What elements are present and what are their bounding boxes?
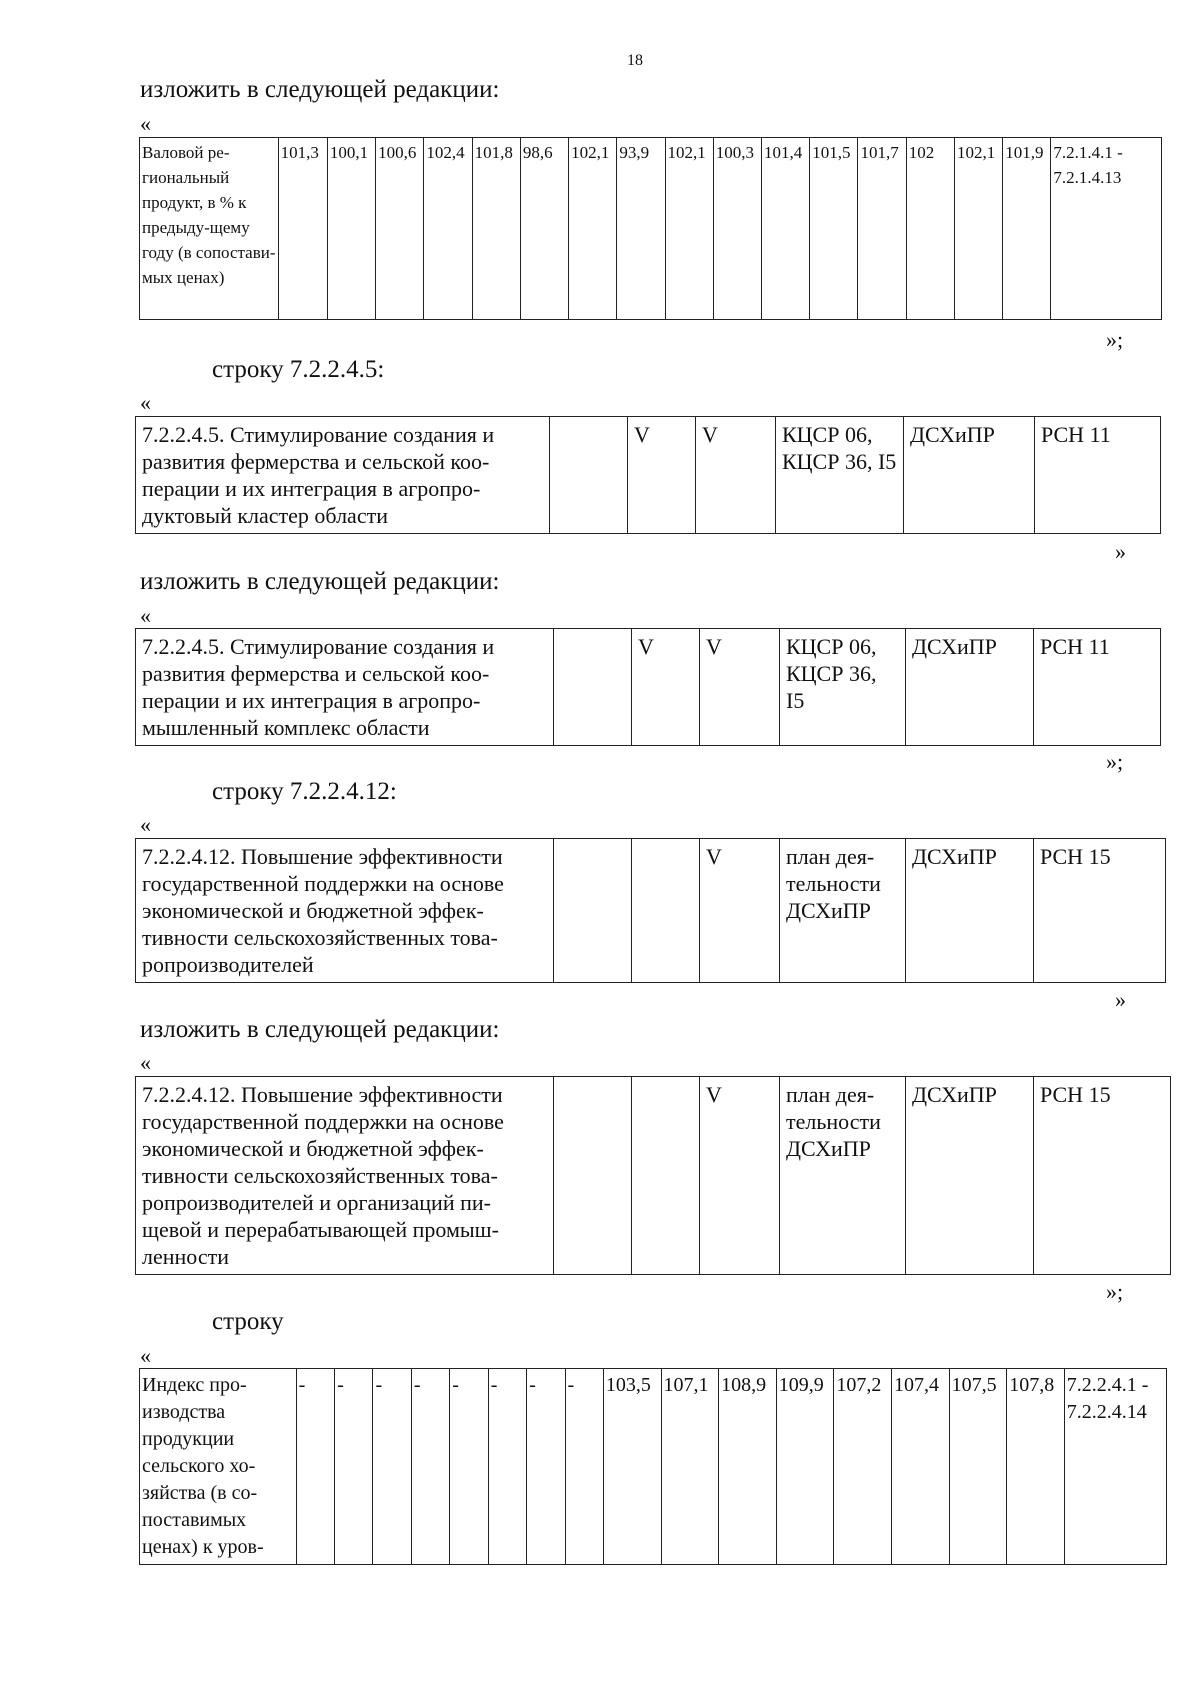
agri-value: 109,9 — [776, 1369, 834, 1565]
agri-value: 107,5 — [949, 1369, 1007, 1565]
close-quote: »; — [1106, 327, 1124, 352]
table-cell: V — [700, 629, 780, 746]
agri-value: - — [296, 1369, 334, 1565]
grp-value: 101,7 — [858, 138, 906, 320]
open-quote: « — [140, 390, 151, 415]
table-cell: КЦСР 06, КЦСР 36, I5 — [780, 629, 906, 746]
open-quote: « — [140, 603, 151, 628]
agri-value: - — [488, 1369, 526, 1565]
agri-value: - — [373, 1369, 411, 1565]
agri-value: 107,4 — [891, 1369, 949, 1565]
grp-value: 93,9 — [617, 138, 665, 320]
agri-ref: 7.2.2.4.1 - 7.2.2.4.14 — [1064, 1369, 1166, 1565]
table-row — [136, 629, 1161, 746]
table-cell: план дея-тельности ДСХиПР — [780, 839, 906, 983]
close-quote: »; — [1106, 749, 1124, 774]
grp-value: 102,1 — [665, 138, 713, 320]
agri-value: 107,8 — [1007, 1369, 1065, 1565]
page-number: 18 — [627, 52, 643, 69]
table-cell — [550, 417, 628, 534]
agri-index-table — [139, 1368, 1167, 1565]
agri-value: 107,1 — [661, 1369, 719, 1565]
agri-value: 107,2 — [834, 1369, 892, 1565]
grp-ref: 7.2.1.4.1 - 7.2.1.4.13 — [1051, 138, 1162, 320]
grp-value: 100,1 — [327, 138, 375, 320]
agri-value: 108,9 — [719, 1369, 777, 1565]
row-7245-old-table — [135, 416, 1161, 534]
close-quote: » — [1115, 539, 1126, 564]
grp-value: 100,3 — [713, 138, 761, 320]
close-quote: »; — [1106, 1279, 1124, 1304]
row-ref-text: строку 7.2.2.4.12: — [212, 778, 397, 805]
row-7245-new-table — [135, 628, 1161, 746]
grp-value: 101,9 — [1003, 138, 1051, 320]
agri-value: 103,5 — [603, 1369, 661, 1565]
agri-label: Индекс про-изводства продукции сельского хо-зяйства (в со-поставимых ценах) к уров- — [140, 1369, 297, 1565]
agri-value: - — [411, 1369, 449, 1565]
table-cell: РСН 15 — [1034, 839, 1166, 983]
open-quote: « — [140, 1343, 151, 1368]
open-quote: « — [140, 812, 151, 837]
table-cell: КЦСР 06, КЦСР 36, I5 — [776, 417, 904, 534]
table-cell — [554, 839, 632, 983]
table-cell: РСН 11 — [1034, 629, 1161, 746]
grp-label: Валовой ре-гиональный продукт, в % к предыду-щему году (в сопостави-мых ценах) — [140, 138, 279, 320]
grp-value: 101,3 — [278, 138, 327, 320]
table-cell: РСН 11 — [1035, 417, 1161, 534]
row-label: 7.2.2.4.12. Повышение эффективности государственной поддержки на основе экономической и бюджетной эффек-тивности сельскохозяйственных това-ропроизводителей и организаций пи-щевой и перерабатывающей промыш-ленности — [136, 1077, 554, 1275]
table-row — [136, 1077, 1171, 1275]
grp-value: 102 — [906, 138, 954, 320]
row-ref-text: строку 7.2.2.4.5: — [212, 356, 385, 383]
table-cell: V — [696, 417, 776, 534]
close-quote: » — [1115, 987, 1126, 1012]
row-ref-text: строку — [212, 1308, 284, 1335]
table-cell — [632, 839, 700, 983]
agri-value: - — [527, 1369, 565, 1565]
row-72412-new-table — [135, 1076, 1171, 1275]
row-label: 7.2.2.4.12. Повышение эффективности государственной поддержки на основе экономической и бюджетной эффек-тивности сельскохозяйственных това-ропроизводителей — [136, 839, 554, 983]
table-cell: ДСХиПР — [906, 629, 1034, 746]
grp-value: 101,4 — [762, 138, 810, 320]
grp-value: 102,4 — [424, 138, 472, 320]
table-cell: V — [632, 629, 700, 746]
table-row — [140, 1369, 1167, 1565]
table-cell: ДСХиПР — [904, 417, 1035, 534]
table-cell: ДСХиПР — [906, 1077, 1034, 1275]
table-row — [136, 417, 1161, 534]
grp-value: 101,8 — [472, 138, 520, 320]
table-cell: РСН 15 — [1034, 1077, 1171, 1275]
table-cell: план дея-тельности ДСХиПР — [780, 1077, 906, 1275]
grp-value: 102,1 — [954, 138, 1002, 320]
open-quote: « — [140, 1050, 151, 1075]
instruction-text: изложить в следующей редакции: — [140, 568, 500, 595]
grp-value: 101,5 — [810, 138, 858, 320]
table-cell: V — [628, 417, 696, 534]
table-cell — [632, 1077, 700, 1275]
table-row — [140, 138, 1162, 320]
grp-value: 102,1 — [569, 138, 617, 320]
agri-value: - — [335, 1369, 373, 1565]
row-label: 7.2.2.4.5. Стимулирование создания и развития фермерства и сельской коо-перации и их интеграция в агропро-мышленный комплекс области — [136, 629, 554, 746]
instruction-text: изложить в следующей редакции: — [140, 76, 500, 103]
table-cell — [554, 629, 632, 746]
grp-value: 100,6 — [376, 138, 424, 320]
table-cell — [554, 1077, 632, 1275]
agri-value: - — [565, 1369, 603, 1565]
table-cell: V — [700, 1077, 780, 1275]
instruction-text: изложить в следующей редакции: — [140, 1016, 500, 1043]
table-cell: ДСХиПР — [906, 839, 1034, 983]
row-label: 7.2.2.4.5. Стимулирование создания и развития фермерства и сельской коо-перации и их интеграция в агропро-дуктовый кластер области — [136, 417, 550, 534]
table-cell: V — [700, 839, 780, 983]
grp-value: 98,6 — [520, 138, 568, 320]
table-row — [136, 839, 1166, 983]
open-quote: « — [140, 111, 151, 136]
row-72412-old-table — [135, 838, 1166, 983]
agri-value: - — [450, 1369, 488, 1565]
grp-table — [139, 137, 1162, 320]
